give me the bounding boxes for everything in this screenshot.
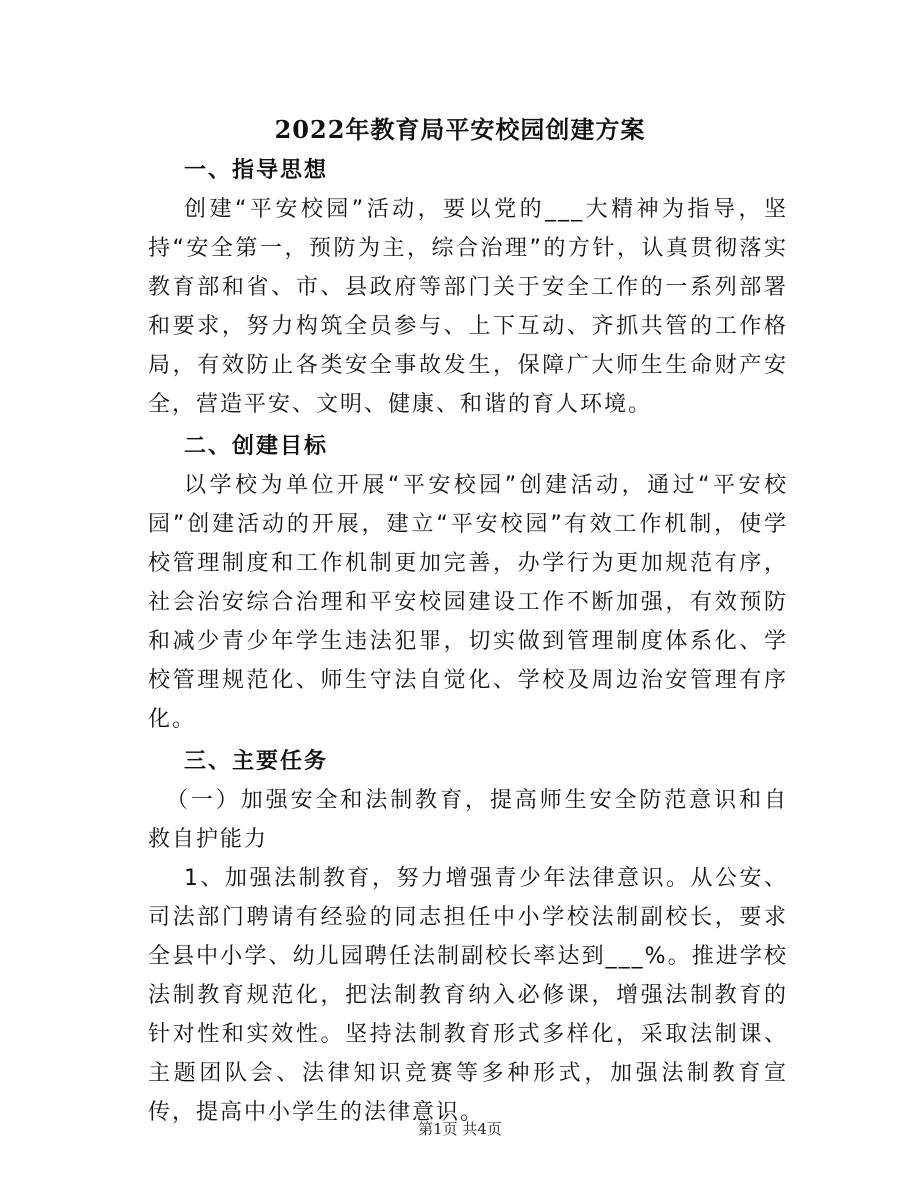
page-number-footer: 第1页 共4页 bbox=[418, 1120, 502, 1138]
section-heading-main-tasks: 三、主要任务 bbox=[184, 749, 329, 774]
subheading-safety-education: （一）加强安全和法制教育，提高师生安全防范意识和自救自护能力 bbox=[148, 788, 788, 852]
document-body bbox=[148, 151, 788, 1132]
paragraph-goals: 以学校为单位开展“平安校园”创建活动，通过“平安校园”创建活动的开展，建立“平安校园”有效工作机制，使学校管理制度和工作机制更加完善，办学行为更加规范有序，社会治安综合治理和平安校园建设工作不断加强，有效预防和减少青少年学生违法犯罪，切实做到管理制度体系化、学校管理规范化、师生守法自觉化、学校及周边治安管理有序化。 bbox=[148, 473, 788, 732]
document-title: 2022年教育局平安校园创建方案 bbox=[274, 115, 646, 144]
section-heading-goals: 二、创建目标 bbox=[184, 434, 329, 459]
paragraph-legal-education: 1、加强法制教育，努力增强青少年法律意识。从公安、司法部门聘请有经验的同志担任中小学校法制副校长，要求全县中小学、幼儿园聘任法制副校长率达到___%。推进学校法制教育规范化，把法制教育纳入必修课，增强法制教育的针对性和实效性。坚持法制教育形式多样化，采取法制课、主题团队会、法律知识竞赛等多种形式，加强法制教育宣传，提高中小学生的法律意识。 bbox=[148, 866, 788, 1125]
section-heading-guiding-ideology: 一、指导思想 bbox=[184, 158, 329, 183]
paragraph-guiding-ideology: 创建“平安校园”活动，要以党的___大精神为指导，坚持“安全第一，预防为主，综合治理”的方针，认真贯彻落实教育部和省、市、县政府等部门关于安全工作的一系列部署和要求，努力构筑全员参与、上下互动、齐抓共管的工作格局，有效防止各类安全事故发生，保障广大师生生命财产安全，营造平安、文明、健康、和谐的育人环境。 bbox=[148, 197, 788, 417]
